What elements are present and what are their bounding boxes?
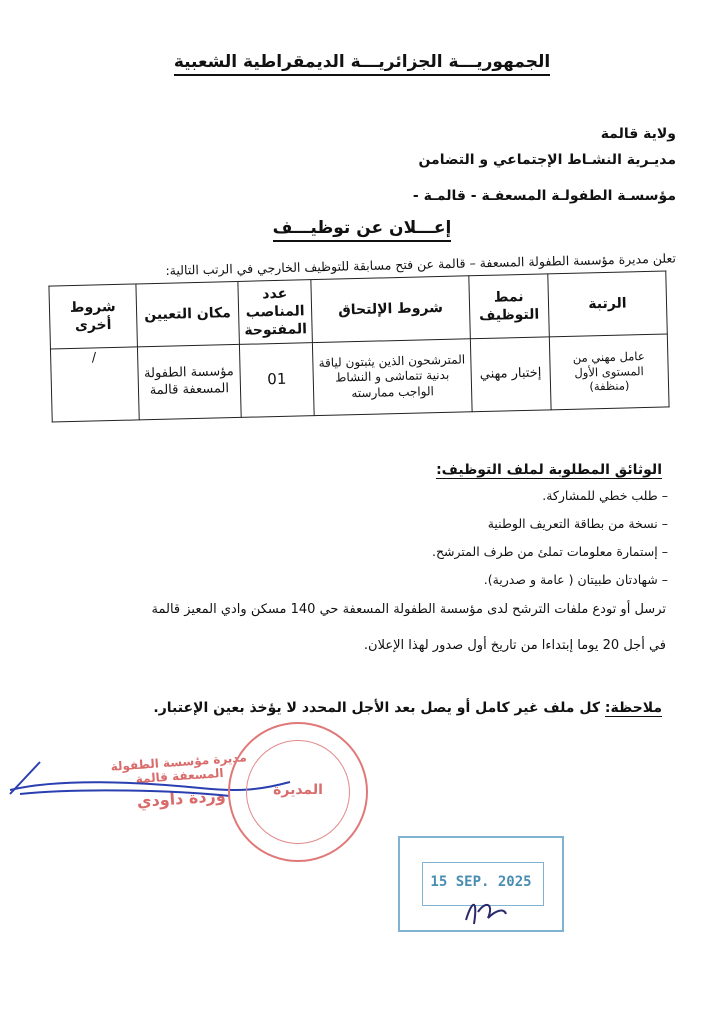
header-location: مكان التعيين xyxy=(136,281,240,346)
header-conditions: شروط الإلتحاق xyxy=(311,276,470,343)
republic-title: الجمهوريـــة الجزائريـــة الديمقراطية الشعبية xyxy=(174,52,550,76)
round-stamp-center: المديرة xyxy=(273,782,323,798)
wilaya-line: ولاية قالمة xyxy=(600,126,676,142)
cell-grade: عامل مهني من المستوى الأول (منظفة) xyxy=(549,334,669,410)
directorate-line: مديـرية النشـاط الإجتماعي و التضامن xyxy=(418,152,676,168)
director-stamp-title: مديرة مؤسسة الطفولة المسعفة قالمة xyxy=(110,750,248,787)
documents-heading: الوثائق المطلوبة لملف التوظيف: xyxy=(436,462,662,478)
note-text: كل ملف غير كامل أو يصل بعد الأجل المحدد لا يؤخذ بعين الإعتبار. xyxy=(153,700,600,716)
intro-text: تعلن مديرة مؤسسة الطفولة المسعفة – قالمة عن فتح مسابقة للتوظيف الخارجي في الرتب التالية: xyxy=(165,250,677,278)
table-row xyxy=(50,334,669,422)
date-stamp-date: 15 SEP. 2025 xyxy=(430,874,532,890)
list-item: – طلب خطي للمشاركة. xyxy=(108,488,668,516)
header-other-conditions: شروط أخرى xyxy=(49,284,137,349)
cell-other-conditions: / xyxy=(50,347,138,422)
submission-line-1: ترسل أو تودع ملفات الترشح لدى مؤسسة الطفولة المسعفة حي 140 مسكن وادي المعيز قالمة xyxy=(151,602,666,617)
note-label: ملاحظة: xyxy=(604,700,662,716)
director-stamp-name: وردة داودي xyxy=(136,785,227,812)
documents-list xyxy=(108,488,668,600)
cell-location: مؤسسة الطفولة المسعفة قالمة xyxy=(137,344,241,419)
list-item: – إستمارة معلومات تملئ من طرف المترشح. xyxy=(108,544,668,572)
note xyxy=(153,700,662,716)
announcement-title-text: إعـــلان عن توظيـــف xyxy=(273,218,452,242)
header-recruitment-mode: نمط التوظيف xyxy=(469,274,549,339)
submission-line-2: في أجل 20 يوما إبتداءا من تاريخ أول صدور لهذا الإعلان. xyxy=(363,638,666,653)
cell-conditions: المترشحون الذين يثبتون لياقة بدنية تتماشى و النشاط الواجب ممارسته xyxy=(312,339,472,416)
header-grade: الرتبة xyxy=(548,271,668,337)
announcement-title xyxy=(0,218,724,238)
positions-table xyxy=(48,270,669,422)
institution-line: مؤسسـة الطفولـة المسعفـة - قالمـة - xyxy=(412,188,676,204)
initials-icon xyxy=(460,890,510,930)
cell-recruitment-mode: إختبار مهني xyxy=(470,337,551,412)
republic-header xyxy=(0,52,724,72)
list-item: – شهادتان طبيتان ( عامة و صدرية). xyxy=(108,572,668,600)
cell-positions-count: 01 xyxy=(240,343,315,418)
header-positions-count: عدد المناصب المفتوحة xyxy=(238,280,312,345)
official-round-stamp xyxy=(228,722,368,862)
list-item: – نسخة من بطاقة التعريف الوطنية xyxy=(108,516,668,544)
